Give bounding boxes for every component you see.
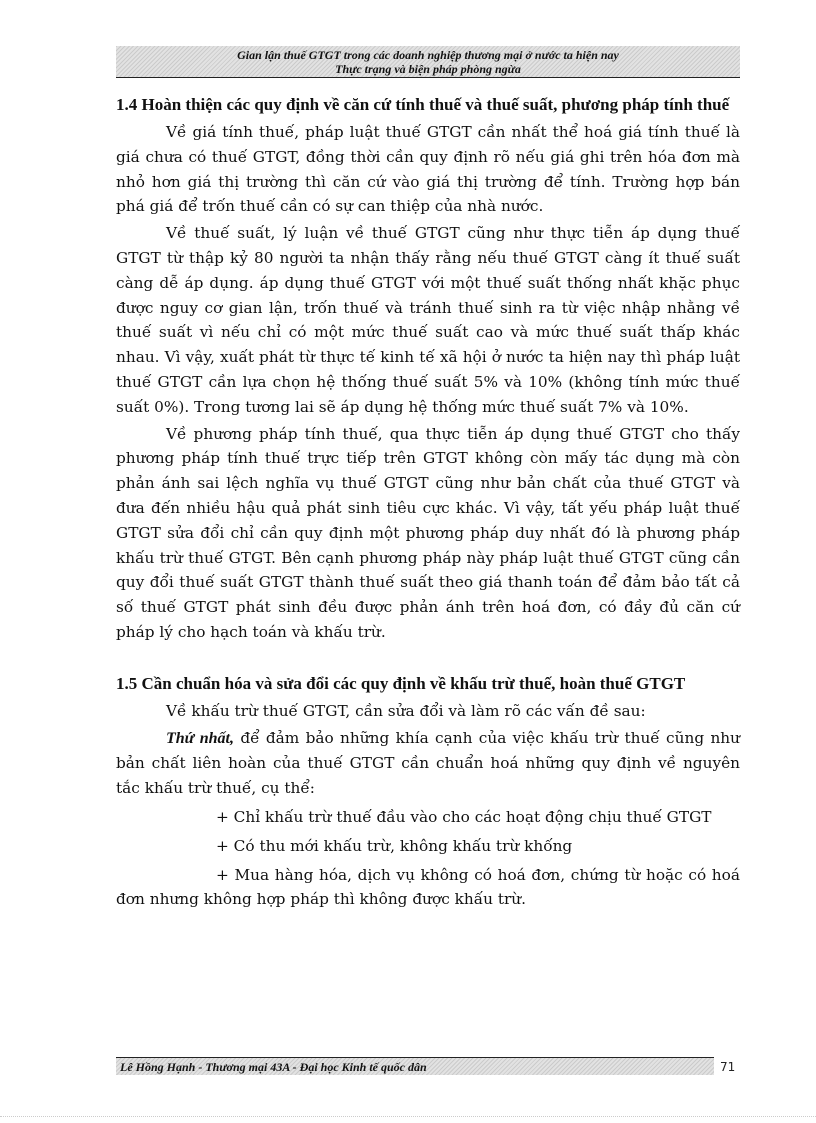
page-edge-divider	[0, 1116, 816, 1117]
page-number: 71	[720, 1060, 736, 1074]
paragraph-deduction-intro: Về khấu trừ thuế GTGT, cần sửa đổi và làm rõ các vấn đề sau:	[166, 701, 646, 720]
running-header	[116, 46, 740, 78]
paragraph-tax-method: Về phương pháp tính thuế, qua thực tiễn áp dụng thuế GTGT cho thấy phương pháp tính thuế trực tiếp trên GTGT không còn mấy tác dụng mà còn phản ánh sai lệch nghĩa vụ thuế GTGT cũng như bản chất của thuế GTGT và đưa đến nhiều hậu quả phát sinh tiêu cực khác. Vì vậy, tất yếu pháp luật thuế GTGT sửa đổi chỉ cần quy định một phương pháp duy nhất đó là phương pháp khấu trừ thuế GTGT. Bên cạnh phương pháp này pháp luật thuế GTGT cũng cần quy đổi thuế suất GTGT thành thuế suất theo giá thanh toán để đảm bảo tất cả số thuế GTGT phát sinh đều được phản ánh trên hoá đơn, có đầy đủ căn cứ pháp lý cho hạch toán và khấu trừ.	[116, 424, 740, 641]
bullet-item: + Chỉ khấu trừ thuế đầu vào cho các hoạt động chịu thuế GTGT	[216, 807, 712, 826]
first-point-text: để đảm bảo những khía cạnh của việc khấu trừ thuế cũng như bản chất liên hoàn của thuế GTGT cần chuẩn hoá những quy định về nguyên tắc khấu trừ thuế, cụ thể:	[116, 728, 741, 798]
section-1-4-heading: 1.4 Hoàn thiện các quy định về căn cứ tính thuế và thuế suất, phương pháp tính thuế	[116, 95, 730, 114]
bullet-item: + Có thu mới khấu trừ, không khấu trừ khống	[216, 836, 573, 855]
bullet-item: + Mua hàng hóa, dịch vụ không có hoá đơn, chứng từ hoặc có hoá đơn nhưng không hợp pháp thì không được khấu trừ.	[116, 865, 740, 909]
page-body	[116, 92, 740, 912]
paragraph-tax-price: Về giá tính thuế, pháp luật thuế GTGT cần nhất thể hoá giá tính thuế là giá chưa có thuế GTGT, đồng thời cần quy định rõ nếu giá ghi trên hóa đơn mà nhỏ hơn giá thị trường thì căn cứ vào giá thị trường để tính. Trường hợp bán phá giá để trốn thuế cần có sự can thiệp của nhà nước.	[116, 123, 740, 216]
paragraph-first-point	[116, 726, 740, 801]
paragraph-tax-rate: Về thuế suất, lý luận về thuế GTGT cũng như thực tiễn áp dụng thuế GTGT từ thập kỷ 80 người ta nhận thấy rằng nếu thuế GTGT càng ít thuế suất càng dễ áp dụng. áp dụng thuế GTGT với một thuế suất thống nhất khặc phục được nguy cơ gian lận, trốn thuế và tránh thuế sinh ra từ việc nhập nhằng về thuế suất vì nếu chỉ có một mức thuế suất cao và mức thuế suất thấp khác nhau. Vì vậy, xuất phát từ thực tế kinh tế xã hội ở nước ta hiện nay thì pháp luật thuế GTGT cần lựa chọn hệ thống thuế suất 5% và 10% (không tính mức thuế suất 0%). Trong tương lai sẽ áp dụng hệ thống mức thuế suất 7% và 10%.	[116, 224, 740, 416]
header-title-line2: Thực trạng và biện pháp phòng ngừa	[335, 62, 521, 76]
section-1-5-heading: 1.5 Cần chuẩn hóa và sửa đổi các quy định về khấu trừ thuế, hoàn thuế GTGT	[116, 673, 686, 693]
running-footer	[116, 1057, 714, 1075]
first-point-lead: Thứ nhất,	[166, 729, 234, 747]
header-title-line1: Gian lận thuế GTGT trong các doanh nghiệp thương mại ở nước ta hiện nay	[237, 48, 619, 62]
footer-author: Lê Hồng Hạnh - Thương mại 43A - Đại học Kinh tế quốc dân	[120, 1060, 427, 1074]
